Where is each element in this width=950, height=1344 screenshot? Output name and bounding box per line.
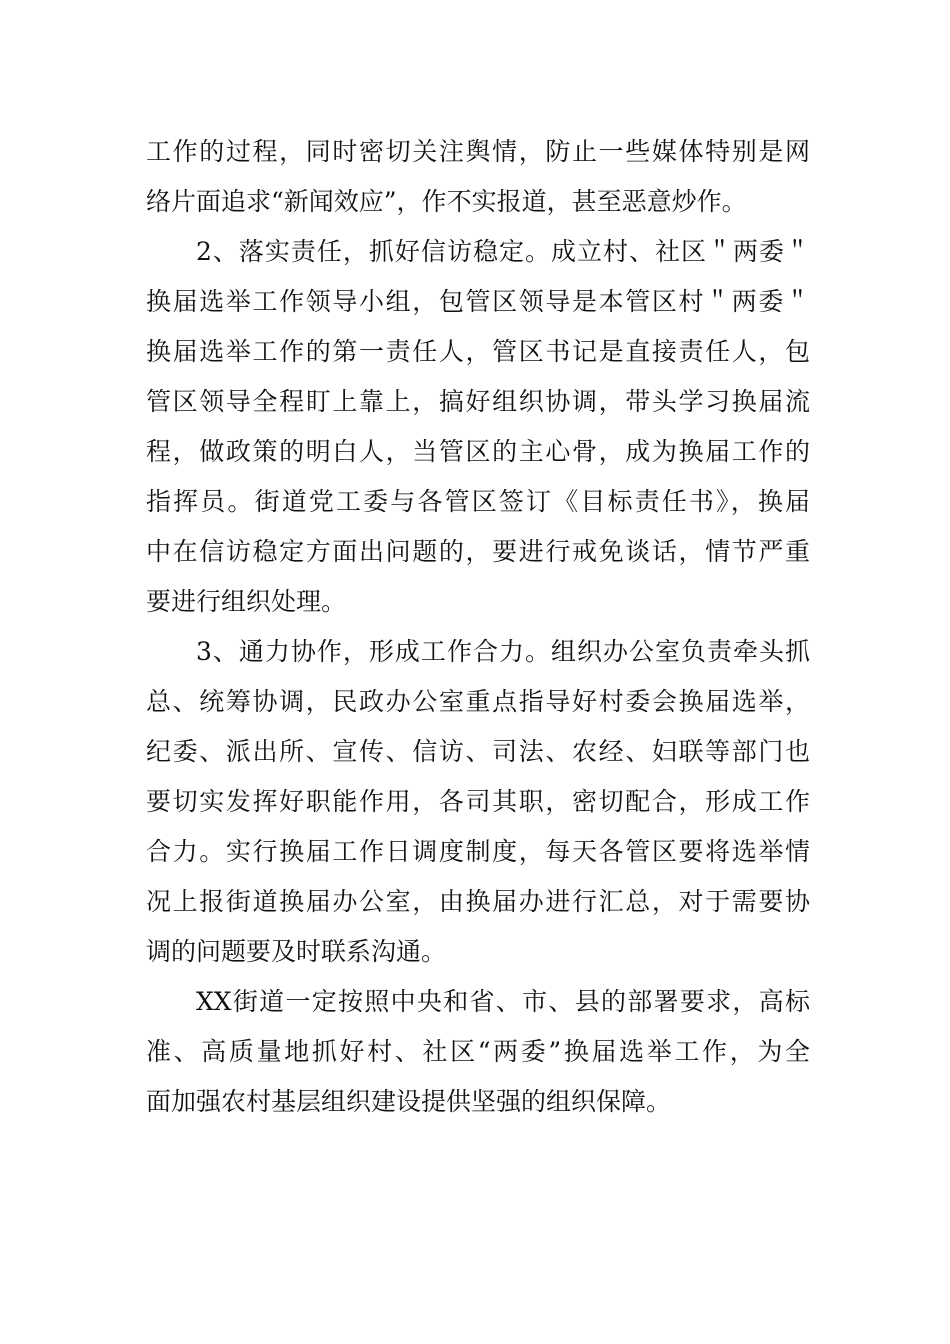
text-line: 要进行组织处理。 bbox=[146, 587, 347, 616]
text-line: 调的问题要及时联系沟通。 bbox=[146, 937, 447, 966]
text-line: 3、通力协作，形成工作合力。组织办公室负责牵头抓 bbox=[196, 637, 810, 666]
text-line: 中在信访稳定方面出问题的，要进行戒免谈话，情节严重 bbox=[146, 537, 810, 566]
text-line: 准、高质量地抓好村、社区“两委”换届选举工作，为全 bbox=[146, 1037, 810, 1066]
text-line: 程，做政策的明白人，当管区的主心骨，成为换届工作的 bbox=[146, 437, 810, 466]
paragraph-4 bbox=[146, 977, 810, 1127]
text-line: 络片面追求“新闻效应”，作不实报道，甚至恶意炒作。 bbox=[146, 187, 747, 216]
paragraph-1 bbox=[146, 127, 810, 227]
text-line: 工作的过程，同时密切关注舆情，防止一些媒体特别是网 bbox=[146, 137, 810, 166]
text-line: 指挥员。街道党工委与各管区签订《目标责任书》，换届 bbox=[146, 487, 810, 516]
text-line: XX街道一定按照中央和省、市、县的部署要求，高标 bbox=[196, 987, 810, 1016]
text-line: 2、落实责任，抓好信访稳定。成立村、社区＂两委＂ bbox=[196, 237, 810, 266]
text-line: 纪委、派出所、宣传、信访、司法、农经、妇联等部门也 bbox=[146, 737, 810, 766]
text-line: 况上报街道换届办公室，由换届办进行汇总，对于需要协 bbox=[146, 887, 810, 916]
paragraph-2 bbox=[146, 227, 810, 627]
text-line: 合力。实行换届工作日调度制度，每天各管区要将选举情 bbox=[146, 837, 810, 866]
text-line: 换届选举工作领导小组，包管区领导是本管区村＂两委＂ bbox=[146, 287, 810, 316]
text-line: 要切实发挥好职能作用，各司其职，密切配合，形成工作 bbox=[146, 787, 810, 816]
document-body bbox=[146, 127, 810, 1127]
paragraph-3 bbox=[146, 627, 810, 977]
text-line: 总、统筹协调，民政办公室重点指导好村委会换届选举， bbox=[146, 687, 810, 716]
text-line: 管区领导全程盯上靠上，搞好组织协调，带头学习换届流 bbox=[146, 387, 810, 416]
text-line: 面加强农村基层组织建设提供坚强的组织保障。 bbox=[146, 1087, 672, 1116]
text-line: 换届选举工作的第一责任人，管区书记是直接责任人，包 bbox=[146, 337, 810, 366]
